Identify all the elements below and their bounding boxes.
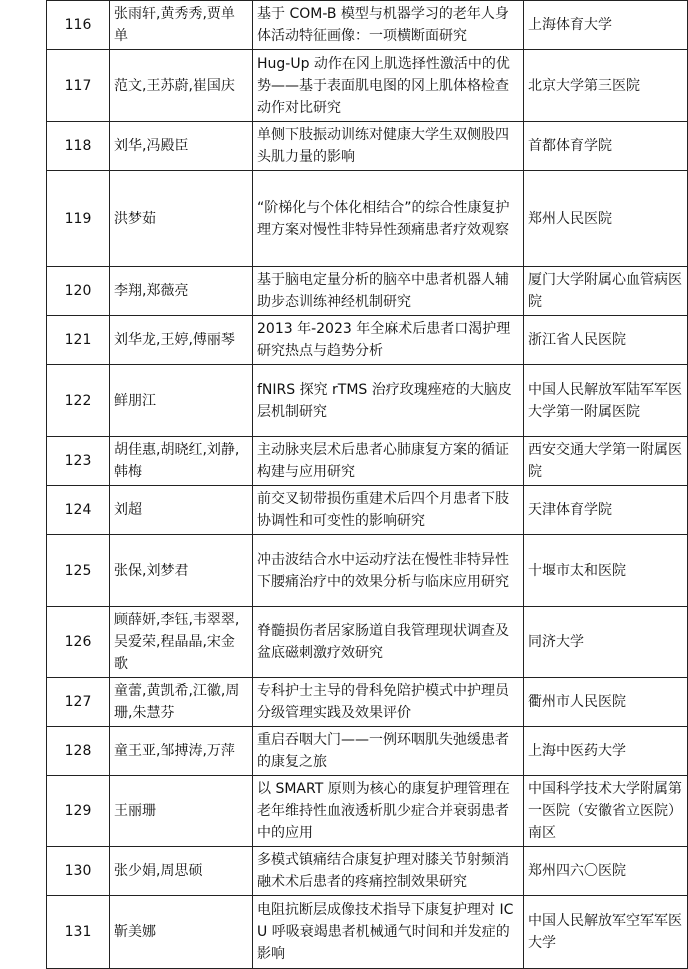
row-number-cell: 120	[47, 267, 110, 316]
table-row	[47, 535, 688, 607]
table-row	[47, 847, 688, 896]
title-cell: 电阻抗断层成像技术指导下康复护理对 ICU 呼吸衰竭患者机械通气时间和并发症的影响	[253, 896, 524, 969]
authors-cell: 刘超	[110, 486, 253, 535]
title-cell: 基于 COM-B 模型与机器学习的老年人身体活动特征画像：一项横断面研究	[253, 1, 524, 50]
authors-cell: 童蕾,黄凯希,江徽,周珊,朱慧芬	[110, 678, 253, 727]
institution-cell: 浙江省人民医院	[524, 316, 688, 365]
row-number-cell: 125	[47, 535, 110, 607]
table-row	[47, 896, 688, 969]
table-row	[47, 607, 688, 678]
authors-cell: 童王亚,邹搏涛,万萍	[110, 727, 253, 776]
authors-cell: 王丽珊	[110, 776, 253, 847]
institution-cell: 衢州市人民医院	[524, 678, 688, 727]
row-number-cell: 119	[47, 171, 110, 267]
institution-cell: 上海中医药大学	[524, 727, 688, 776]
authors-cell: 顾薛妍,李钰,韦翠翠,吴爱荣,程晶晶,宋金歌	[110, 607, 253, 678]
institution-cell: 北京大学第三医院	[524, 50, 688, 122]
row-number-cell: 116	[47, 1, 110, 50]
title-cell: 专科护士主导的骨科免陪护模式中护理员分级管理实践及效果评价	[253, 678, 524, 727]
authors-cell: 胡佳惠,胡晓红,刘静,韩梅	[110, 437, 253, 486]
authors-cell: 鲜朋江	[110, 365, 253, 437]
row-number-cell: 130	[47, 847, 110, 896]
row-number-cell: 128	[47, 727, 110, 776]
row-number-cell: 121	[47, 316, 110, 365]
row-number-cell: 124	[47, 486, 110, 535]
title-cell: 脊髓损伤者居家肠道自我管理现状调查及盆底磁刺激疗效研究	[253, 607, 524, 678]
table-row	[47, 365, 688, 437]
table-body	[47, 1, 688, 969]
row-number-cell: 126	[47, 607, 110, 678]
table-row	[47, 122, 688, 171]
authors-cell: 李翔,郑薇亮	[110, 267, 253, 316]
table-row	[47, 486, 688, 535]
row-number-cell: 129	[47, 776, 110, 847]
row-number-cell: 127	[47, 678, 110, 727]
table-row	[47, 437, 688, 486]
authors-cell: 范文,王苏蔚,崔国庆	[110, 50, 253, 122]
authors-cell: 靳美娜	[110, 896, 253, 969]
table-row	[47, 267, 688, 316]
institution-cell: 十堰市太和医院	[524, 535, 688, 607]
institution-cell: 西安交通大学第一附属医院	[524, 437, 688, 486]
title-cell: 基于脑电定量分析的脑卒中患者机器人辅助步态训练神经机制研究	[253, 267, 524, 316]
institution-cell: 天津体育学院	[524, 486, 688, 535]
institution-cell: 首都体育学院	[524, 122, 688, 171]
table-row	[47, 727, 688, 776]
row-number-cell: 118	[47, 122, 110, 171]
title-cell: 单侧下肢振动训练对健康大学生双侧股四头肌力量的影响	[253, 122, 524, 171]
authors-cell: 张少娟,周思硕	[110, 847, 253, 896]
title-cell: 前交叉韧带损伤重建术后四个月患者下肢协调性和可变性的影响研究	[253, 486, 524, 535]
title-cell: fNIRS 探究 rTMS 治疗玫瑰痤疮的大脑皮层机制研究	[253, 365, 524, 437]
title-cell: Hug-Up 动作在冈上肌选择性激活中的优势——基于表面肌电图的冈上肌体格检查动作对比研究	[253, 50, 524, 122]
row-number-cell: 123	[47, 437, 110, 486]
institution-cell: 中国人民解放军空军军医大学	[524, 896, 688, 969]
authors-cell: 刘华龙,王婷,傅丽琴	[110, 316, 253, 365]
table-row	[47, 316, 688, 365]
title-cell: 重启吞咽大门——一例环咽肌失弛缓患者的康复之旅	[253, 727, 524, 776]
institution-cell: 中国科学技术大学附属第一医院（安徽省立医院）南区	[524, 776, 688, 847]
table-row	[47, 171, 688, 267]
title-cell: “阶梯化与个体化相结合”的综合性康复护理方案对慢性非特异性颈痛患者疗效观察	[253, 171, 524, 267]
row-number-cell: 131	[47, 896, 110, 969]
authors-cell: 张保,刘梦君	[110, 535, 253, 607]
authors-cell: 张雨轩,黄秀秀,贾单单	[110, 1, 253, 50]
table-row	[47, 1, 688, 50]
authors-cell: 洪梦茹	[110, 171, 253, 267]
institution-cell: 郑州四六〇医院	[524, 847, 688, 896]
institution-cell: 厦门大学附属心血管病医院	[524, 267, 688, 316]
table-row	[47, 50, 688, 122]
row-number-cell: 117	[47, 50, 110, 122]
title-cell: 多模式镇痛结合康复护理对膝关节射频消融术术后患者的疼痛控制效果研究	[253, 847, 524, 896]
conference-abstract-table	[46, 0, 688, 969]
title-cell: 以 SMART 原则为核心的康复护理管理在老年维持性血液透析肌少症合并衰弱患者中的应用	[253, 776, 524, 847]
title-cell: 2013 年-2023 年全麻术后患者口渴护理研究热点与趋势分析	[253, 316, 524, 365]
institution-cell: 同济大学	[524, 607, 688, 678]
title-cell: 冲击波结合水中运动疗法在慢性非特异性下腰痛治疗中的效果分析与临床应用研究	[253, 535, 524, 607]
table-row	[47, 776, 688, 847]
institution-cell: 郑州人民医院	[524, 171, 688, 267]
institution-cell: 上海体育大学	[524, 1, 688, 50]
table-row	[47, 678, 688, 727]
row-number-cell: 122	[47, 365, 110, 437]
title-cell: 主动脉夹层术后患者心肺康复方案的循证构建与应用研究	[253, 437, 524, 486]
authors-cell: 刘华,冯殿臣	[110, 122, 253, 171]
institution-cell: 中国人民解放军陆军军医大学第一附属医院	[524, 365, 688, 437]
